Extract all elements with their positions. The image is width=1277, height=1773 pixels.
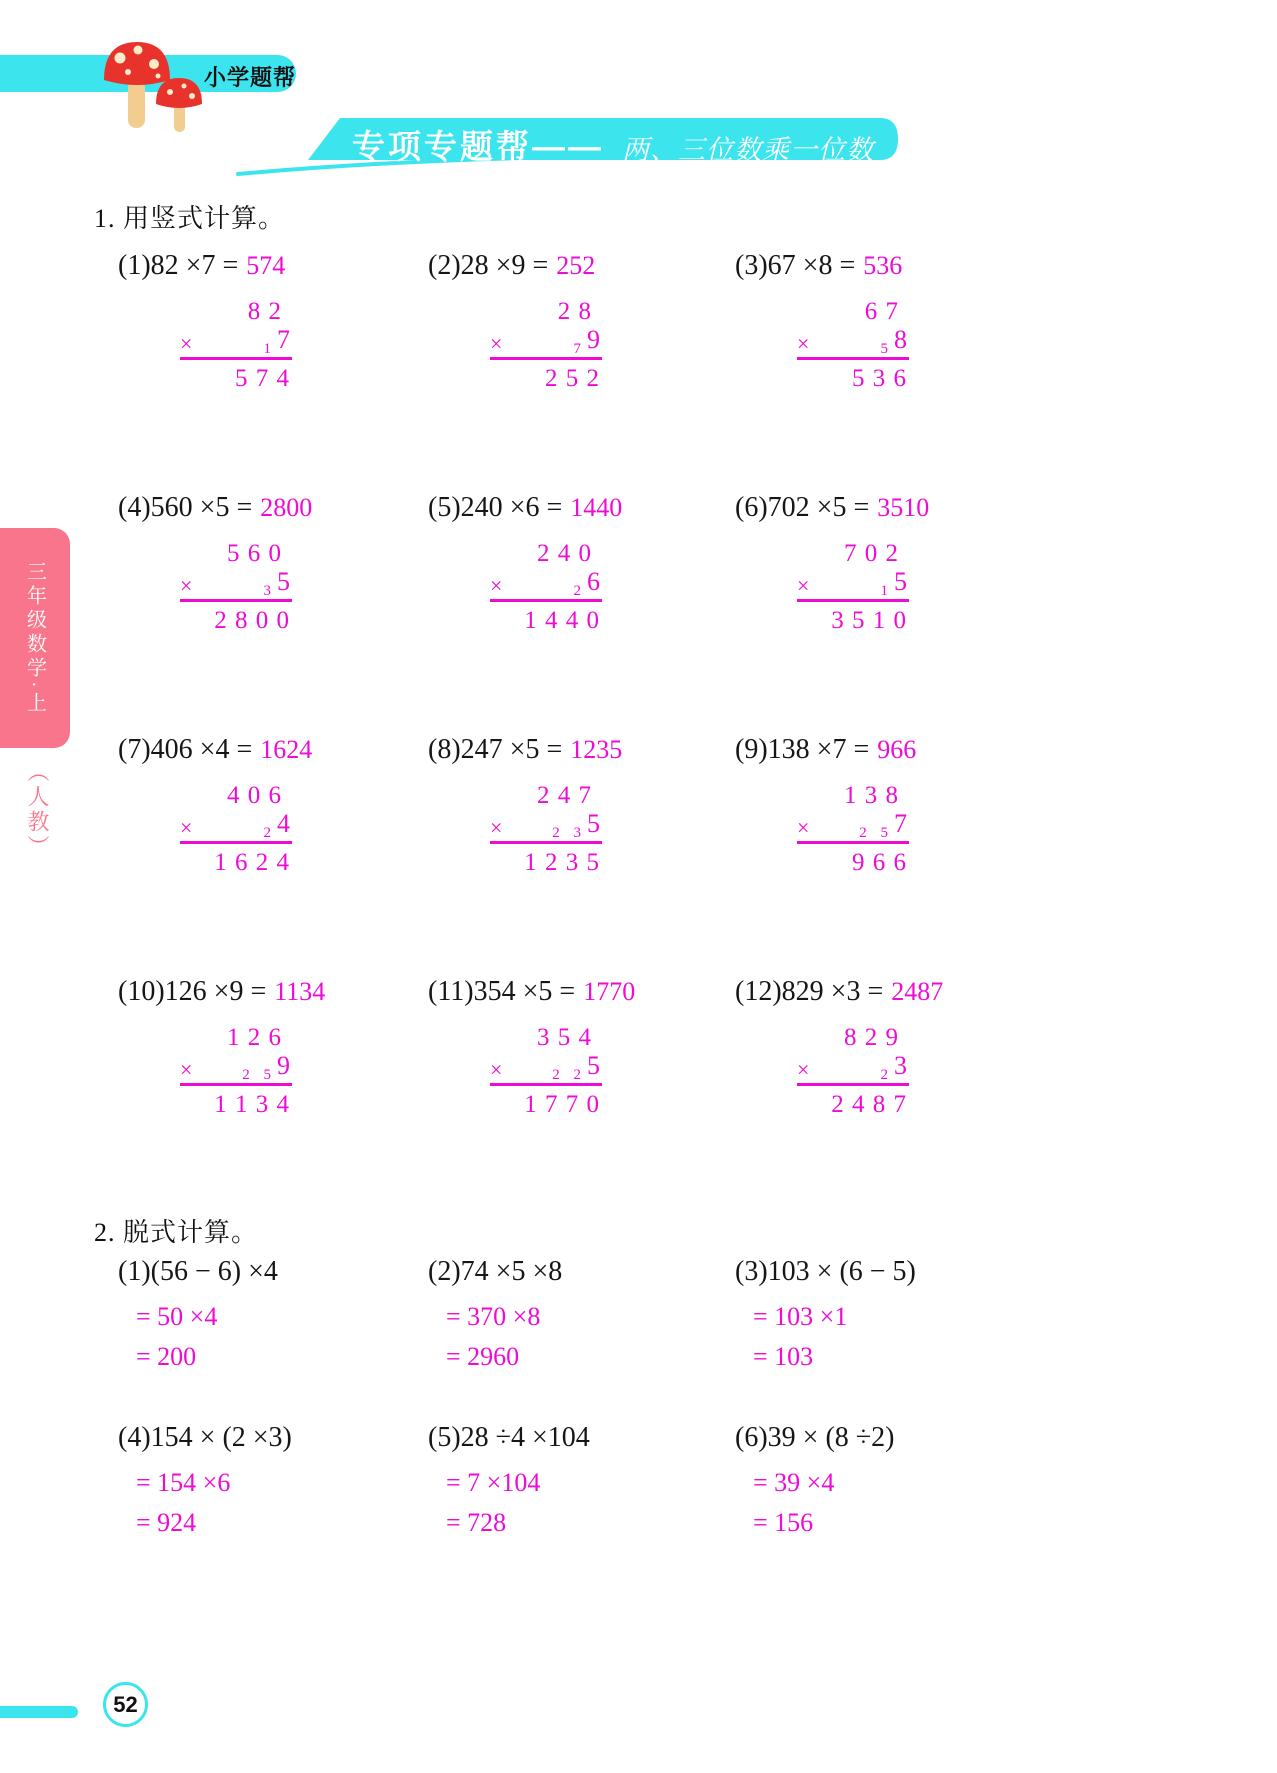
banner-subtitle: 两、三位数乘一位数 xyxy=(622,135,874,165)
problem-label: (12)829 ×3 = xyxy=(735,976,884,1007)
times-icon: × xyxy=(490,573,503,598)
brand-name: 小学题帮 xyxy=(204,65,297,90)
multiplier-digit: 9 xyxy=(587,325,600,354)
multiplier-digit: 5 xyxy=(277,567,290,596)
times-icon: × xyxy=(490,331,503,356)
product: 9 6 6 xyxy=(852,849,907,876)
vertical-problem xyxy=(428,250,735,492)
multiplicand: 8 2 xyxy=(247,298,282,325)
vertical-problem xyxy=(428,976,735,1218)
vertical-work xyxy=(797,298,909,395)
vertical-work xyxy=(490,782,602,879)
problem-answer: 536 xyxy=(863,251,903,280)
multiplier xyxy=(552,809,602,839)
problem-statement xyxy=(118,976,428,1010)
problem-statement xyxy=(118,492,428,526)
step-1: = 39 ×4 xyxy=(753,1468,835,1497)
product: 5 7 4 xyxy=(235,365,290,392)
vertical-problem xyxy=(735,250,1045,492)
carry-digits: 7 xyxy=(573,341,586,357)
product: 2 5 2 xyxy=(545,365,600,392)
vertical-work xyxy=(180,1024,292,1121)
multiplier-row xyxy=(180,809,292,844)
multiplicand: 4 0 6 xyxy=(227,782,282,809)
vertical-work xyxy=(797,540,909,637)
carry-digits: 2 xyxy=(263,825,276,841)
stepwise-problem xyxy=(118,1256,428,1422)
step-1: = 370 ×8 xyxy=(446,1302,541,1331)
problem-statement xyxy=(118,734,428,768)
multiplicand: 3 5 4 xyxy=(537,1024,592,1051)
multiplier-row xyxy=(490,325,602,360)
problem-statement xyxy=(735,250,1045,284)
carry-digits: 1 xyxy=(880,583,893,599)
multiplier-row xyxy=(180,325,292,360)
carry-digits: 2 xyxy=(573,583,586,599)
vertical-problem xyxy=(735,734,1045,976)
times-icon: × xyxy=(180,331,193,356)
times-icon: × xyxy=(797,1057,810,1082)
multiplicand: 1 2 6 xyxy=(227,1024,282,1051)
multiplier-digit: 5 xyxy=(587,809,600,838)
product: 2 8 0 0 xyxy=(214,607,290,634)
press-label: （人教） xyxy=(25,760,50,860)
carry-digits: 2 5 xyxy=(242,1067,276,1083)
problem-statement xyxy=(735,976,1045,1010)
vertical-problem xyxy=(428,734,735,976)
problem-label: (1)82 ×7 = xyxy=(118,250,239,281)
multiplier-row xyxy=(490,567,602,602)
times-icon: × xyxy=(490,815,503,840)
problem-label: (10)126 ×9 = xyxy=(118,976,267,1007)
section1-title: 1. 用竖式计算。 xyxy=(94,204,286,233)
multiplier-digit: 5 xyxy=(587,1051,600,1080)
product: 1 7 7 0 xyxy=(524,1091,600,1118)
problem-answer: 1624 xyxy=(260,735,313,764)
problem-label: (11)354 ×5 = xyxy=(428,976,576,1007)
times-icon: × xyxy=(490,1057,503,1082)
banner-title: 专项专题帮—— xyxy=(352,128,604,165)
product: 2 4 8 7 xyxy=(831,1091,907,1118)
section2-grid xyxy=(118,1256,1045,1588)
product: 1 1 3 4 xyxy=(214,1091,290,1118)
multiplier-row xyxy=(490,1051,602,1086)
step-1: = 7 ×104 xyxy=(446,1468,541,1497)
step-2: = 200 xyxy=(136,1342,197,1371)
problem-label: (6)39 × (8 ÷2) xyxy=(735,1422,895,1453)
problem-label: (3)103 × (6 − 5) xyxy=(735,1256,916,1287)
multiplicand: 7 0 2 xyxy=(844,540,899,567)
multiplier-row xyxy=(180,1051,292,1086)
vertical-problem xyxy=(118,976,428,1218)
carry-digits: 2 2 xyxy=(552,1067,586,1083)
carry-digits: 2 5 xyxy=(859,825,893,841)
vertical-work xyxy=(180,540,292,637)
step-2: = 103 xyxy=(753,1342,814,1371)
times-icon: × xyxy=(180,815,193,840)
problem-statement xyxy=(428,976,735,1010)
problem-label: (9)138 ×7 = xyxy=(735,734,870,765)
vertical-work xyxy=(180,782,292,879)
multiplier-row xyxy=(180,567,292,602)
section2-title: 2. 脱式计算。 xyxy=(94,1218,259,1247)
problem-label: (3)67 ×8 = xyxy=(735,250,856,281)
multiplicand: 2 4 7 xyxy=(537,782,592,809)
problem-statement xyxy=(735,492,1045,526)
product: 5 3 6 xyxy=(852,365,907,392)
problem-answer: 574 xyxy=(246,251,286,280)
times-icon: × xyxy=(180,573,193,598)
vertical-work xyxy=(490,540,602,637)
vertical-work xyxy=(490,298,602,395)
problem-answer: 3510 xyxy=(877,493,930,522)
multiplicand: 6 7 xyxy=(864,298,899,325)
multiplier-digit: 9 xyxy=(277,1051,290,1080)
multiplier-digit: 5 xyxy=(894,567,907,596)
multiplier xyxy=(242,1051,292,1081)
multiplier xyxy=(881,567,910,597)
multiplicand: 1 3 8 xyxy=(844,782,899,809)
vertical-problem xyxy=(118,492,428,734)
problem-statement xyxy=(118,250,428,284)
multiplicand: 5 6 0 xyxy=(227,540,282,567)
multiplier-row xyxy=(797,809,909,844)
multiplier-row xyxy=(490,809,602,844)
vertical-problem xyxy=(118,734,428,976)
stepwise-problem xyxy=(118,1422,428,1588)
step-2: = 728 xyxy=(446,1508,507,1537)
problem-label: (4)560 ×5 = xyxy=(118,492,253,523)
multiplier-row xyxy=(797,567,909,602)
multiplier-digit: 8 xyxy=(894,325,907,354)
stepwise-problem xyxy=(735,1256,1045,1422)
multiplier xyxy=(552,1051,602,1081)
vertical-work xyxy=(490,1024,602,1121)
multiplier xyxy=(264,567,293,597)
vertical-work xyxy=(180,298,292,395)
carry-digits: 2 xyxy=(880,1067,893,1083)
vertical-problem xyxy=(735,976,1045,1218)
step-2: = 2960 xyxy=(446,1342,520,1371)
problem-label: (5)28 ÷4 ×104 xyxy=(428,1422,590,1453)
stepwise-problem xyxy=(428,1422,735,1588)
times-icon: × xyxy=(797,573,810,598)
multiplier-row xyxy=(797,1051,909,1086)
stepwise-problem xyxy=(735,1422,1045,1588)
step-1: = 50 ×4 xyxy=(136,1302,218,1331)
product: 1 4 4 0 xyxy=(524,607,600,634)
problem-answer: 2800 xyxy=(260,493,313,522)
times-icon: × xyxy=(797,331,810,356)
multiplier xyxy=(859,809,909,839)
vertical-problem xyxy=(428,492,735,734)
multiplier-row xyxy=(797,325,909,360)
problem-statement xyxy=(735,734,1045,768)
problem-label: (2)74 ×5 ×8 xyxy=(428,1256,563,1287)
multiplicand: 8 2 9 xyxy=(844,1024,899,1051)
stepwise-problem xyxy=(428,1256,735,1422)
multiplier xyxy=(574,567,603,597)
carry-digits: 5 xyxy=(880,341,893,357)
step-1: = 103 ×1 xyxy=(753,1302,848,1331)
product: 1 6 2 4 xyxy=(214,849,290,876)
problem-statement xyxy=(428,492,735,526)
problem-label: (4)154 × (2 ×3) xyxy=(118,1422,292,1453)
problem-label: (5)240 ×6 = xyxy=(428,492,563,523)
problem-label: (8)247 ×5 = xyxy=(428,734,563,765)
footer-strip xyxy=(0,1706,78,1718)
grade-tab xyxy=(0,528,70,748)
vertical-work xyxy=(797,782,909,879)
problem-label: (7)406 ×4 = xyxy=(118,734,253,765)
problem-answer: 966 xyxy=(877,735,917,764)
vertical-work xyxy=(797,1024,909,1121)
multiplier-digit: 4 xyxy=(277,809,290,838)
vertical-problem xyxy=(118,250,428,492)
problem-answer: 1770 xyxy=(583,977,636,1006)
problem-answer: 1134 xyxy=(274,977,326,1006)
grade-tab-label: 三年级数学·上 xyxy=(23,560,46,716)
step-1: = 154 ×6 xyxy=(136,1468,231,1497)
multiplier xyxy=(881,325,910,355)
times-icon: × xyxy=(180,1057,193,1082)
times-icon: × xyxy=(797,815,810,840)
step-2: = 156 xyxy=(753,1508,814,1537)
multiplier xyxy=(264,809,293,839)
step-2: = 924 xyxy=(136,1508,197,1537)
product: 3 5 1 0 xyxy=(831,607,907,634)
problem-answer: 2487 xyxy=(891,977,944,1006)
problem-statement xyxy=(428,250,735,284)
problem-answer: 1440 xyxy=(570,493,623,522)
multiplicand: 2 8 xyxy=(557,298,592,325)
mushroom-logo-icon xyxy=(98,30,208,135)
multiplier-digit: 7 xyxy=(894,809,907,838)
section1-grid xyxy=(118,250,1045,1218)
multiplier-digit: 7 xyxy=(277,325,290,354)
problem-label: (6)702 ×5 = xyxy=(735,492,870,523)
vertical-problem xyxy=(735,492,1045,734)
product: 1 2 3 5 xyxy=(524,849,600,876)
carry-digits: 3 xyxy=(263,583,276,599)
multiplicand: 2 4 0 xyxy=(537,540,592,567)
page-number-badge: 52 xyxy=(103,1682,148,1727)
carry-digits: 2 3 xyxy=(552,825,586,841)
multiplier-digit: 3 xyxy=(894,1051,907,1080)
problem-label: (2)28 ×9 = xyxy=(428,250,549,281)
multiplier-digit: 6 xyxy=(587,567,600,596)
multiplier xyxy=(574,325,603,355)
problem-answer: 1235 xyxy=(570,735,623,764)
problem-statement xyxy=(428,734,735,768)
carry-digits: 1 xyxy=(263,341,276,357)
problem-answer: 252 xyxy=(556,251,596,280)
problem-label: (1)(56 − 6) ×4 xyxy=(118,1256,278,1287)
multiplier xyxy=(881,1051,910,1081)
multiplier xyxy=(264,325,293,355)
